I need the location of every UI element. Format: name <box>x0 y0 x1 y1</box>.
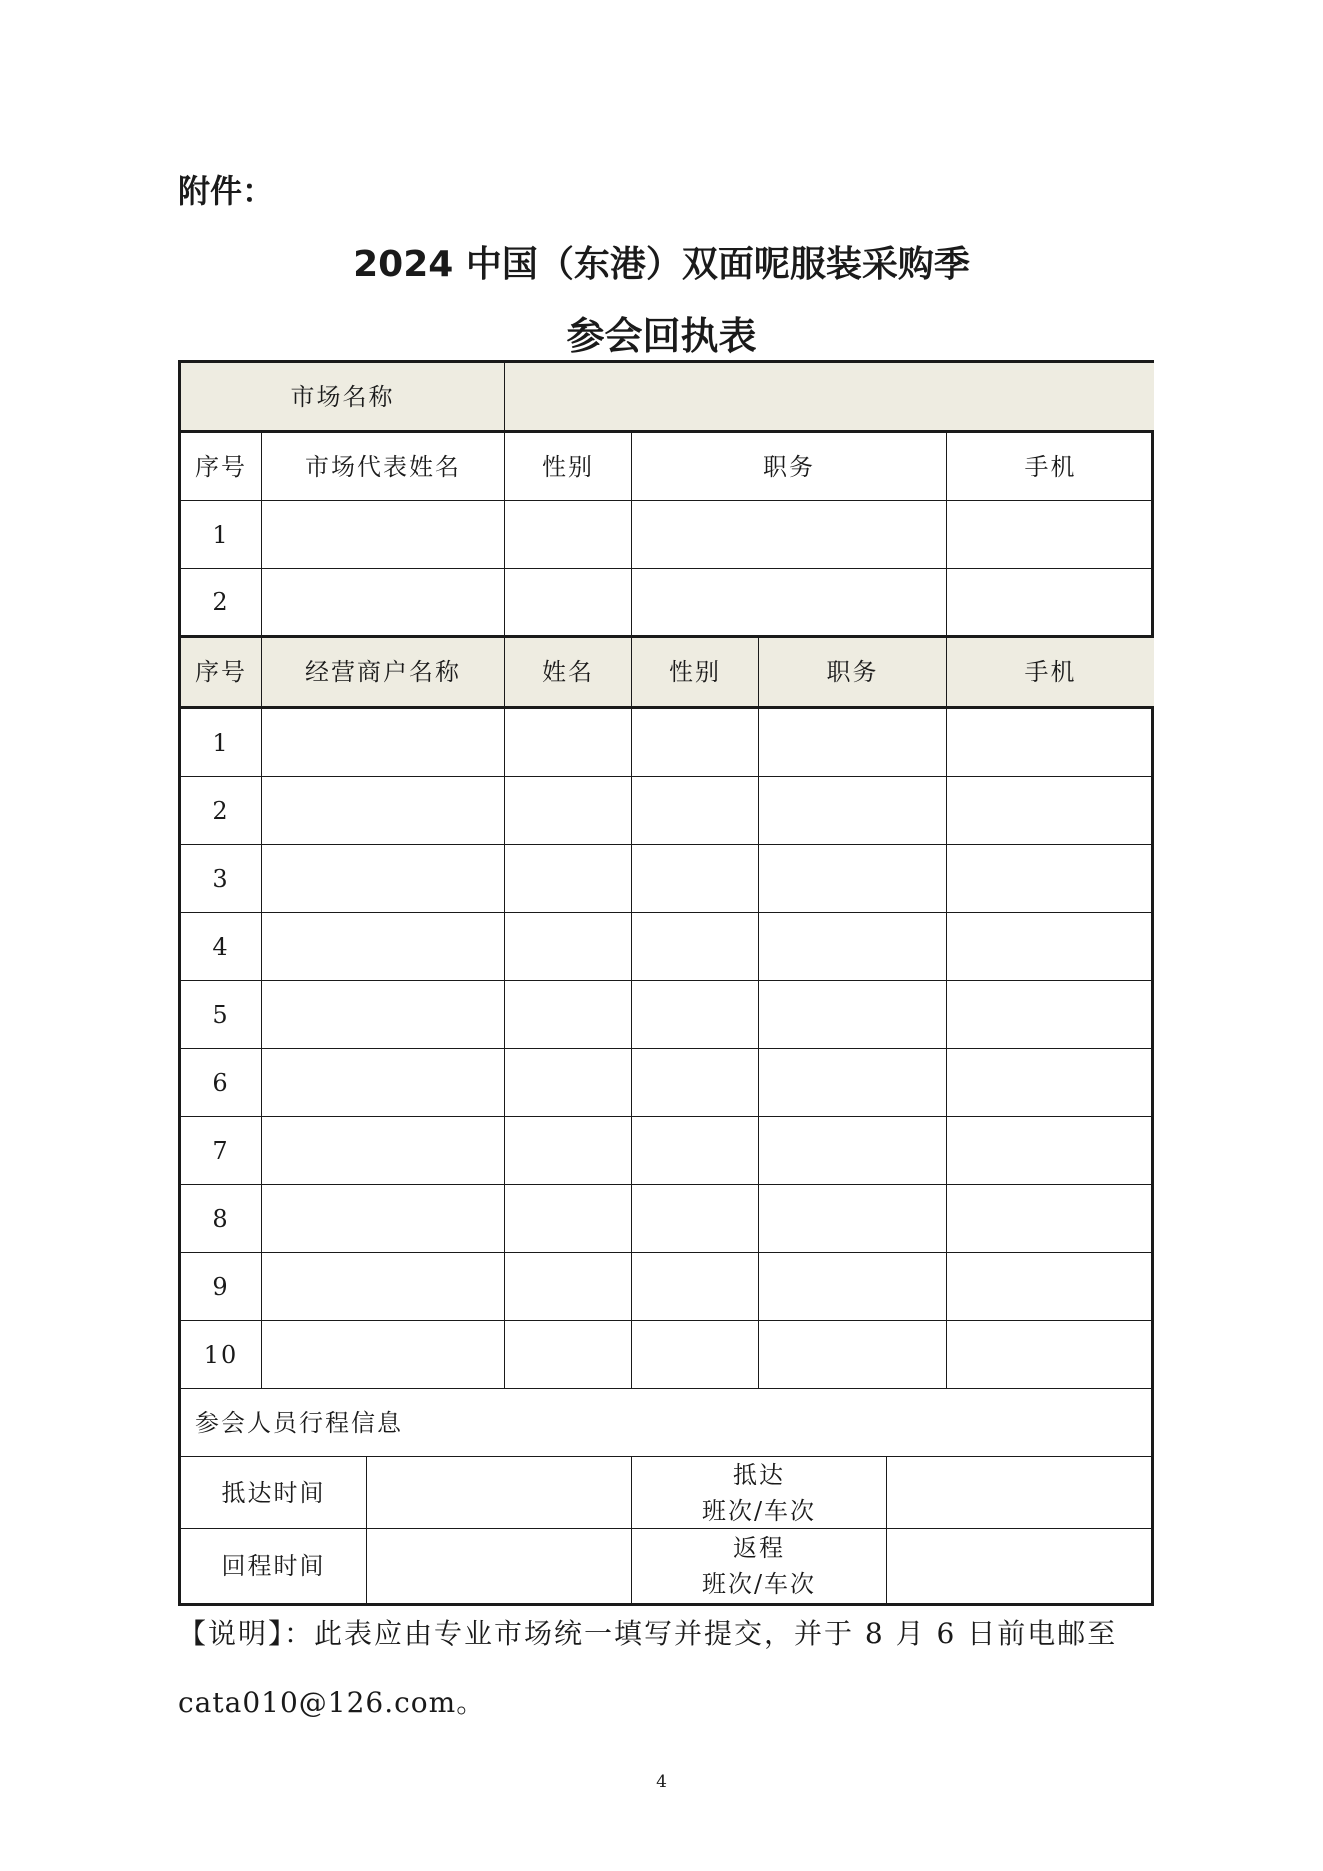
merchant-row-name[interactable] <box>505 1117 632 1185</box>
return-time-label: 回程时间 <box>181 1529 367 1603</box>
merchant-row-phone[interactable] <box>947 709 1154 777</box>
arrival-train-label-line2: 班次/车次 <box>701 1496 817 1525</box>
return-train-field[interactable] <box>887 1529 1154 1603</box>
merchant-row-name[interactable] <box>505 913 632 981</box>
market-row-position[interactable] <box>632 501 947 569</box>
merchant-row-merchant-name[interactable] <box>262 1117 505 1185</box>
merchant-row-phone[interactable] <box>947 777 1154 845</box>
merchant-row-merchant-name[interactable] <box>262 1253 505 1321</box>
merchant-row-merchant-name[interactable] <box>262 845 505 913</box>
attachment-label: 附件： <box>178 172 275 210</box>
return-train-label <box>632 1529 887 1603</box>
merchant-row-index: 2 <box>181 777 262 845</box>
return-time-field[interactable] <box>367 1529 632 1603</box>
merchant-row-index: 6 <box>181 1049 262 1117</box>
market-header-rep-name: 市场代表姓名 <box>262 433 505 501</box>
merchant-row-name[interactable] <box>505 1253 632 1321</box>
merchant-row-position[interactable] <box>759 913 947 981</box>
merchant-row-index: 9 <box>181 1253 262 1321</box>
merchant-row-position[interactable] <box>759 1117 947 1185</box>
merchant-row-name[interactable] <box>505 777 632 845</box>
merchant-row-position[interactable] <box>759 981 947 1049</box>
arrival-train-field[interactable] <box>887 1457 1154 1529</box>
market-row-index: 1 <box>181 501 262 569</box>
merchant-row-merchant-name[interactable] <box>262 777 505 845</box>
merchant-row-name[interactable] <box>505 981 632 1049</box>
market-header-gender: 性别 <box>505 433 632 501</box>
merchant-header-gender: 性别 <box>632 638 759 709</box>
merchant-row-index: 7 <box>181 1117 262 1185</box>
merchant-row-position[interactable] <box>759 845 947 913</box>
merchant-row-merchant-name[interactable] <box>262 981 505 1049</box>
page-number: 4 <box>656 1772 667 1792</box>
arrival-train-label-line1: 抵达 <box>733 1460 785 1489</box>
market-row-rep-name[interactable] <box>262 569 505 638</box>
merchant-row-position[interactable] <box>759 709 947 777</box>
merchant-row-gender[interactable] <box>632 913 759 981</box>
merchant-row-index: 8 <box>181 1185 262 1253</box>
merchant-row-index: 4 <box>181 913 262 981</box>
merchant-row-position[interactable] <box>759 1321 947 1389</box>
merchant-row-name[interactable] <box>505 1321 632 1389</box>
merchant-row-position[interactable] <box>759 777 947 845</box>
merchant-row-gender[interactable] <box>632 1185 759 1253</box>
merchant-row-gender[interactable] <box>632 1253 759 1321</box>
note-line2: cata010@126.com。 <box>178 1686 486 1719</box>
merchant-row-index: 3 <box>181 845 262 913</box>
merchant-header-name: 姓名 <box>505 638 632 709</box>
merchant-row-name[interactable] <box>505 845 632 913</box>
merchant-row-position[interactable] <box>759 1185 947 1253</box>
merchant-row-phone[interactable] <box>947 845 1154 913</box>
merchant-row-gender[interactable] <box>632 981 759 1049</box>
document-subtitle: 参会回执表 <box>566 314 757 358</box>
market-row-gender[interactable] <box>505 569 632 638</box>
merchant-row-phone[interactable] <box>947 1049 1154 1117</box>
merchant-header-merchant-name: 经营商户名称 <box>262 638 505 709</box>
market-row-gender[interactable] <box>505 501 632 569</box>
market-row-rep-name[interactable] <box>262 501 505 569</box>
merchant-row-index: 10 <box>181 1321 262 1389</box>
merchant-row-gender[interactable] <box>632 709 759 777</box>
return-train-label-line1: 返程 <box>733 1534 785 1562</box>
market-header-index: 序号 <box>181 433 262 501</box>
document-title: 2024 中国（东港）双面呢服装采购季 <box>353 244 970 285</box>
merchant-row-merchant-name[interactable] <box>262 709 505 777</box>
merchant-row-gender[interactable] <box>632 777 759 845</box>
merchant-row-phone[interactable] <box>947 913 1154 981</box>
return-train-label-line2: 班次/车次 <box>701 1570 817 1598</box>
merchant-row-phone[interactable] <box>947 1185 1154 1253</box>
merchant-row-merchant-name[interactable] <box>262 913 505 981</box>
merchant-row-gender[interactable] <box>632 1321 759 1389</box>
merchant-row-name[interactable] <box>505 1185 632 1253</box>
note-line1: 【说明】：此表应由专业市场统一填写并提交，并于 8 月 6 日前电邮至 <box>178 1617 1118 1650</box>
market-row-phone[interactable] <box>947 569 1154 638</box>
arrival-time-field[interactable] <box>367 1457 632 1529</box>
merchant-row-gender[interactable] <box>632 1049 759 1117</box>
merchant-header-index: 序号 <box>181 638 262 709</box>
market-row-phone[interactable] <box>947 501 1154 569</box>
merchant-row-merchant-name[interactable] <box>262 1185 505 1253</box>
merchant-row-merchant-name[interactable] <box>262 1321 505 1389</box>
merchant-row-name[interactable] <box>505 709 632 777</box>
merchant-header-phone: 手机 <box>947 638 1154 709</box>
market-name-field[interactable] <box>505 363 1154 433</box>
market-row-position[interactable] <box>632 569 947 638</box>
arrival-train-label <box>632 1457 887 1529</box>
market-header-phone: 手机 <box>947 433 1154 501</box>
merchant-row-phone[interactable] <box>947 1253 1154 1321</box>
merchant-row-position[interactable] <box>759 1049 947 1117</box>
arrival-time-label: 抵达时间 <box>181 1457 367 1529</box>
merchant-row-name[interactable] <box>505 1049 632 1117</box>
merchant-row-merchant-name[interactable] <box>262 1049 505 1117</box>
market-name-label: 市场名称 <box>181 363 505 433</box>
merchant-row-gender[interactable] <box>632 845 759 913</box>
merchant-row-phone[interactable] <box>947 981 1154 1049</box>
merchant-row-gender[interactable] <box>632 1117 759 1185</box>
merchant-header-position: 职务 <box>759 638 947 709</box>
merchant-row-phone[interactable] <box>947 1321 1154 1389</box>
merchant-row-phone[interactable] <box>947 1117 1154 1185</box>
merchant-row-index: 1 <box>181 709 262 777</box>
itinerary-section-label: 参会人员行程信息 <box>181 1389 1154 1457</box>
merchant-row-index: 5 <box>181 981 262 1049</box>
registration-form-table <box>178 360 1154 1606</box>
market-row-index: 2 <box>181 569 262 638</box>
market-header-position: 职务 <box>632 433 947 501</box>
merchant-row-position[interactable] <box>759 1253 947 1321</box>
